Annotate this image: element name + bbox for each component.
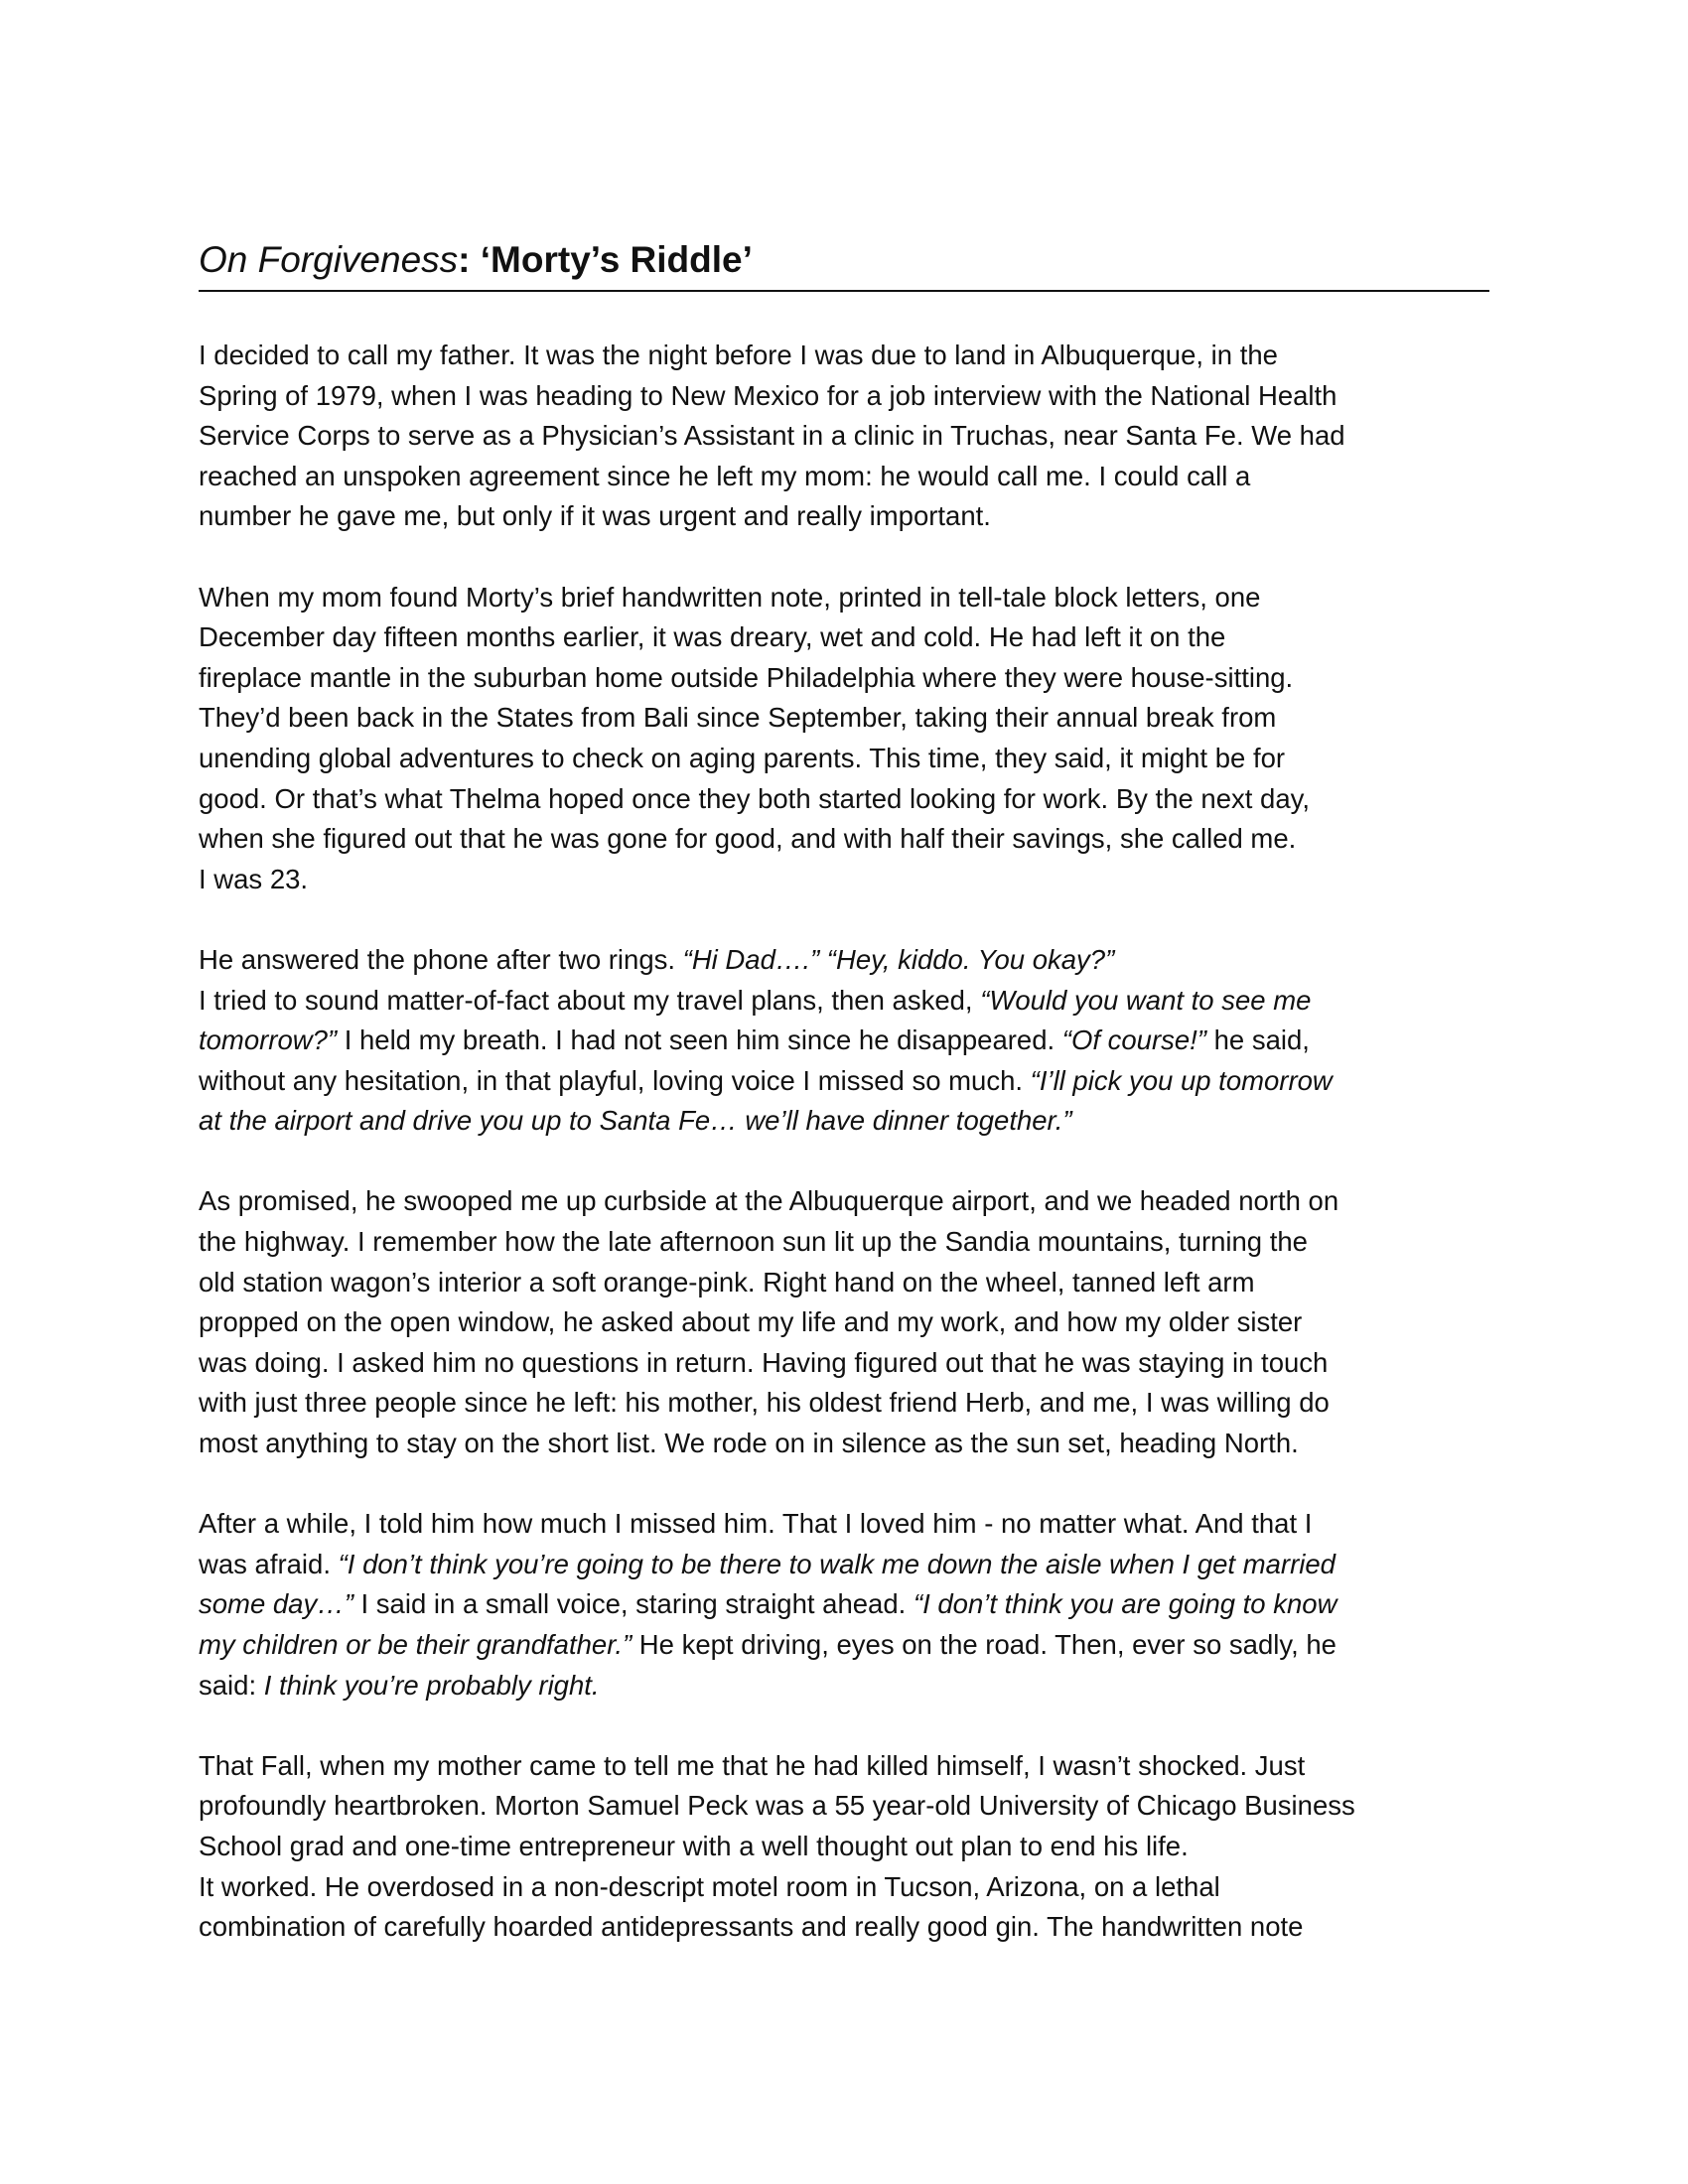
text-run: unending global adventures to check on aging parents. This time, they said, it might be for [199, 742, 1286, 773]
text-run: fireplace mantle in the suburban home outside Philadelphia where they were house-sitting. [199, 661, 1294, 693]
text-run: As promised, he swooped me up curbside at the Albuquerque airport, and we headed north on [199, 1185, 1339, 1217]
text-run: propped on the open window, he asked about my life and my work, and how my older sister [199, 1306, 1303, 1338]
text-line [199, 1343, 1489, 1384]
text-line [199, 1101, 1489, 1142]
italic-text: tomorrow?” [199, 1024, 338, 1056]
text-line [199, 860, 1489, 900]
text-line [199, 1827, 1489, 1867]
italic-text: “I don’t think you are going to know [913, 1588, 1337, 1620]
text-run: Spring of 1979, when I was heading to New Mexico for a job interview with the National Health [199, 379, 1337, 411]
text-line [199, 1625, 1489, 1666]
text-line [199, 739, 1489, 779]
title-italic-part: On Forgiveness [199, 239, 459, 280]
text-line [199, 819, 1489, 860]
text-line [199, 779, 1489, 820]
document-body [199, 336, 1489, 1987]
text-line [199, 1584, 1489, 1625]
text-run: December day fifteen months earlier, it was dreary, wet and cold. He had left it on the [199, 621, 1226, 653]
paragraph-5 [199, 1504, 1489, 1706]
text-line [199, 1302, 1489, 1343]
text-line [199, 1504, 1489, 1545]
text-run: I held my breath. I had not seen him since he disappeared. [337, 1024, 1062, 1056]
paragraph-6 [199, 1746, 1489, 1948]
italic-text: “Would you want to see me [980, 984, 1312, 1016]
italic-text: my children or be their grandfather.” [199, 1629, 633, 1660]
text-line [199, 1424, 1489, 1464]
text-run: School grad and one-time entrepreneur with a well thought out plan to end his life. [199, 1830, 1189, 1861]
page-title [199, 236, 1489, 292]
text-run: was afraid. [199, 1548, 339, 1579]
text-run: It worked. He overdosed in a non-descript motel room in Tucson, Arizona, on a lethal [199, 1870, 1220, 1902]
text-run: I said in a small voice, staring straight ahead. [352, 1588, 914, 1620]
text-run: That Fall, when my mother came to tell me that he had killed himself, I wasn’t shocked. Just [199, 1749, 1306, 1781]
text-run: good. Or that’s what Thelma hoped once they both started looking for work. By the next day, [199, 782, 1310, 814]
text-run: he said, [1205, 1024, 1310, 1056]
text-line [199, 1061, 1489, 1102]
italic-text: “Hi Dad….” “Hey, kiddo. You okay?” [682, 943, 1115, 975]
text-run: the highway. I remember how the late afternoon sun lit up the Sandia mountains, turning the [199, 1226, 1308, 1258]
text-line [199, 1907, 1489, 1948]
text-run: was doing. I asked him no questions in return. Having figured out that he was staying in touch [199, 1346, 1329, 1378]
text-run: old station wagon’s interior a soft orange-pink. Right hand on the wheel, tanned left arm [199, 1266, 1255, 1297]
italic-text: “I don’t think you’re going to be there to walk me down the aisle when I get married [338, 1548, 1336, 1579]
text-line [199, 1181, 1489, 1222]
text-line [199, 1383, 1489, 1424]
text-line [199, 940, 1489, 981]
text-line [199, 1222, 1489, 1263]
text-run: When my mom found Morty’s brief handwritten note, printed in tell-tale block letters, one [199, 581, 1261, 613]
text-run: combination of carefully hoarded antidepressants and really good gin. The handwritten note [199, 1911, 1304, 1943]
paragraph-2 [199, 578, 1489, 900]
text-line [199, 1867, 1489, 1908]
text-run: I decided to call my father. It was the night before I was due to land in Albuquerque, in the [199, 340, 1278, 370]
text-run: I was 23. [199, 863, 309, 894]
text-line [199, 376, 1489, 417]
text-line [199, 1545, 1489, 1585]
text-run: without any hesitation, in that playful, loving voice I missed so much. [199, 1064, 1031, 1096]
paragraph-1 [199, 336, 1489, 537]
text-run: After a while, I told him how much I missed him. That I loved him - no matter what. And that I [199, 1508, 1313, 1540]
text-run: said: [199, 1669, 264, 1701]
text-run: I tried to sound matter-of-fact about my travel plans, then asked, [199, 984, 981, 1016]
title-separator: : [458, 239, 481, 280]
text-line [199, 1666, 1489, 1706]
text-run: most anything to stay on the short list. We rode on in silence as the sun set, heading North. [199, 1428, 1299, 1459]
text-line [199, 1263, 1489, 1303]
text-line [199, 416, 1489, 457]
text-run: Service Corps to serve as a Physician’s Assistant in a clinic in Truchas, near Santa Fe. We had [199, 420, 1345, 452]
text-line [199, 578, 1489, 618]
text-run: when she figured out that he was gone for good, and with half their savings, she called me. [199, 823, 1297, 855]
text-run: He kept driving, eyes on the road. Then, ever so sadly, he [632, 1629, 1336, 1660]
italic-text: “Of course!” [1061, 1024, 1206, 1056]
paragraph-4 [199, 1181, 1489, 1463]
text-line [199, 658, 1489, 699]
paragraph-3 [199, 940, 1489, 1142]
italic-text: at the airport and drive you up to Santa Fe… we’ll have dinner together.” [199, 1105, 1072, 1137]
text-run: He answered the phone after two rings. [199, 943, 683, 975]
text-line [199, 496, 1489, 537]
italic-text: “I’ll pick you up tomorrow [1030, 1064, 1333, 1096]
italic-text: I think you’re probably right. [263, 1669, 600, 1701]
text-line [199, 1746, 1489, 1787]
text-line [199, 981, 1489, 1022]
text-run: They’d been back in the States from Bali since September, taking their annual break from [199, 702, 1277, 734]
text-run: number he gave me, but only if it was urgent and really important. [199, 500, 991, 532]
text-run: reached an unspoken agreement since he left my mom: he would call me. I could call a [199, 460, 1251, 491]
text-line [199, 698, 1489, 739]
text-line [199, 1021, 1489, 1061]
text-run: with just three people since he left: his mother, his oldest friend Herb, and me, I was willing do [199, 1387, 1330, 1419]
text-line [199, 336, 1489, 376]
text-line [199, 1786, 1489, 1827]
text-run: profoundly heartbroken. Morton Samuel Peck was a 55 year-old University of Chicago Business [199, 1790, 1355, 1822]
title-bold-part: ‘Morty’s Riddle’ [480, 239, 753, 280]
document-page [199, 0, 1489, 2184]
italic-text: some day…” [199, 1588, 353, 1620]
text-line [199, 457, 1489, 497]
text-line [199, 617, 1489, 658]
